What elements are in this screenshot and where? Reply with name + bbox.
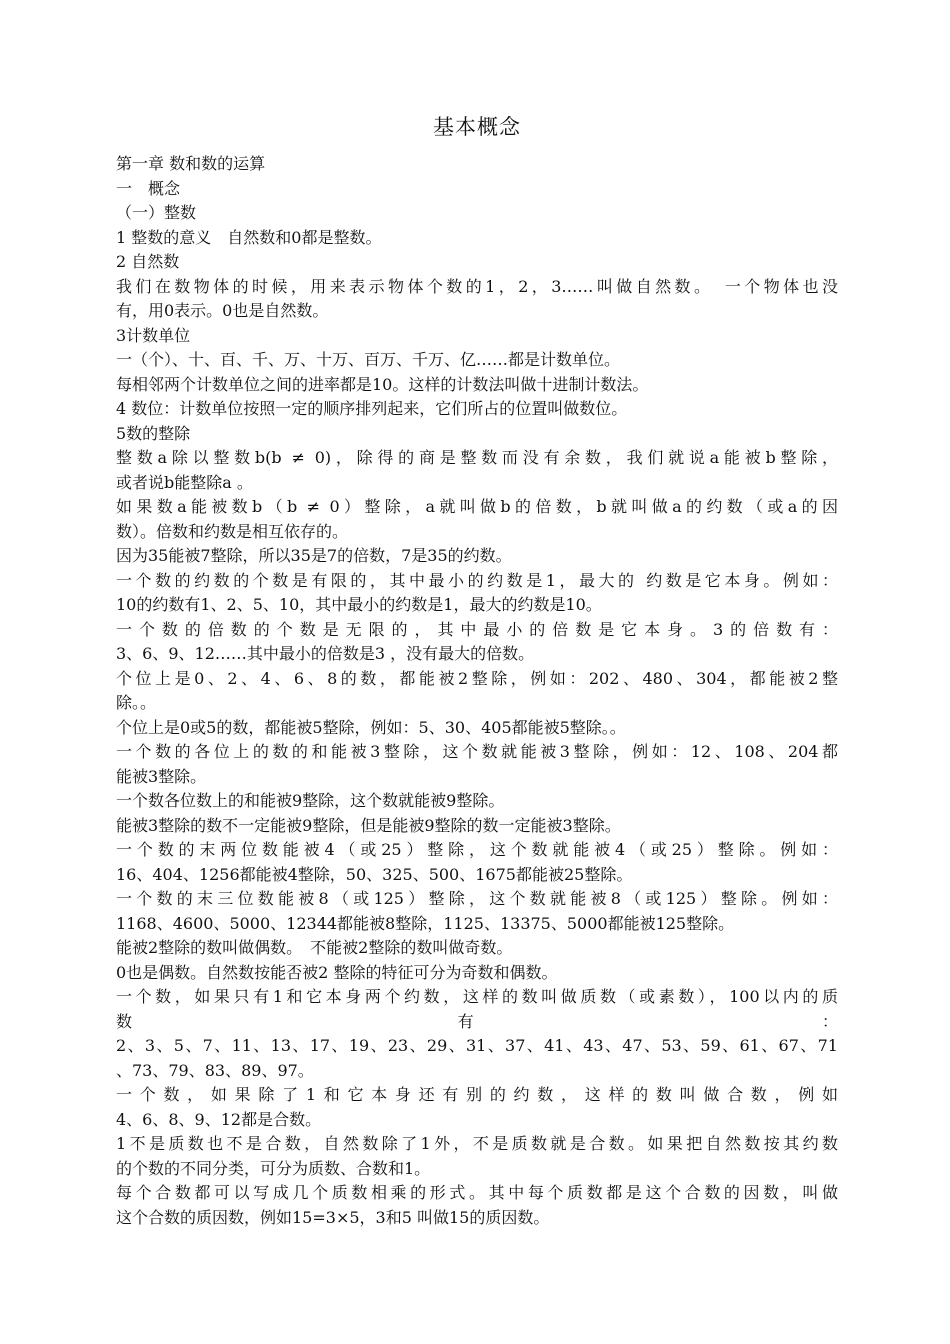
text-line: 一个数，如果除了1和它本身还有别的约数，这样的数叫做合数，例如: [116, 1085, 838, 1104]
text-line: 一个数的约数的个数是有限的，其中最小的约数是1，最大的 约数是它本身。例如：: [116, 570, 838, 590]
text-line: 3、6、9、12……其中最小的倍数是3 ，没有最大的倍数。: [116, 644, 535, 663]
text-line: 除。。: [116, 693, 157, 712]
text-line: 数）。倍数和约数是相互依存的。: [116, 521, 349, 541]
text-line: 一个数，如果只有1和它本身两个约数，这样的数叫做质数（或素数），100以内的质: [116, 987, 838, 1006]
text-line: 因为35能被7整除，所以35是7的倍数，7是35的约数。: [116, 546, 512, 565]
text-line: 10的约数有1、2、5、10，其中最小的约数是1，最大的约数是10。: [116, 595, 602, 614]
item-heading: 3计数单位: [116, 325, 191, 345]
text-line: 16、404、1256都能被4整除，50、325、500、1675都能被25整除。: [116, 864, 633, 884]
document-title: 基本概念: [433, 115, 521, 139]
chapter-heading: 第一章 数和数的运算: [116, 154, 266, 173]
text-line: 1 整数的意义 自然数和0都是整数。: [116, 227, 382, 247]
text-line: 整数a除以整数b(b ≠ 0)，除得的商是整数而没有余数，我们就说a能被b整除，: [116, 448, 838, 467]
text-line: 1不是质数也不是合数，自然数除了1外，不是质数就是合数。如果把自然数按其约数: [116, 1134, 838, 1153]
document-page: [116, 112, 838, 1230]
text-line: 每相邻两个计数单位之间的进率都是10。这样的计数法叫做十进制计数法。: [116, 374, 649, 394]
text-line: 一个数的末三位数能被8（或125）整除，这个数就能被8（或125）整除。例如：: [116, 889, 838, 908]
text-line: 数 有 ：: [116, 1011, 838, 1031]
section-heading: 一 概念: [116, 178, 181, 198]
text-line: 一个数的末两位数能被4（或25）整除，这个数就能被4（或25）整除。例如：: [116, 840, 838, 859]
text-line: 4 数位：计数单位按照一定的顺序排列起来，它们所占的位置叫做数位。: [116, 399, 628, 418]
subsection-heading: （一）整数: [116, 203, 197, 222]
text-line: 这个合数的质因数，例如15=3×5，3和5 叫做15的质因数。: [116, 1207, 550, 1227]
item-heading: 5数的整除: [116, 423, 191, 443]
text-line: 有，用0表示。0也是自然数。: [116, 301, 329, 320]
item-heading: 2 自然数: [116, 252, 180, 271]
text-line: 个位上是0或5的数，都能被5整除，例如：5、30、405都能被5整除。。: [116, 717, 626, 737]
text-line: 能被3整除。: [116, 766, 207, 786]
text-line: 一个数的倍数的个数是无限的，其中最小的倍数是它本身。3的倍数有：: [116, 619, 838, 639]
document-body: [116, 152, 838, 1230]
text-line: 一个数各位数上的和能被9整除，这个数就能被9整除。: [116, 791, 505, 810]
text-line: 个位上是0、2、4、6、8的数，都能被2整除，例如：202、480、304，都能被2整: [116, 668, 838, 688]
text-line: 如果数a能被数b（b ≠ 0）整除，a就叫做b的倍数，b就叫做a的约数（或a的因: [116, 497, 838, 516]
text-line: 我们在数物体的时候，用来表示物体个数的1，2，3……叫做自然数。 一个物体也没: [116, 276, 838, 296]
text-line: 每个合数都可以写成几个质数相乘的形式。其中每个质数都是这个合数的因数，叫做: [116, 1183, 838, 1202]
text-line: 0也是偶数。自然数按能否被2 整除的特征可分为奇数和偶数。: [116, 962, 558, 982]
prime-list-line: 、73、79、83、89、97。: [116, 1060, 314, 1080]
text-line: 1168、4600、5000、12344都能被8整除，1125、13375、5000都能被125整除。: [116, 913, 735, 933]
text-line: 一个数的各位上的数的和能被3整除，这个数就能被3整除，例如：12、108、204都: [116, 742, 838, 761]
text-line: 或者说b能整除a 。: [116, 472, 253, 492]
text-line: 的个数的不同分类，可分为质数、合数和1。: [116, 1158, 431, 1178]
prime-list-line: 2、3、5、7、11、13、17、19、23、29、31、37、41、43、47、53、59、61、67、71: [116, 1036, 838, 1055]
text-line: 一（个）、十、百、千、万、十万、百万、千万、亿……都是计数单位。: [116, 350, 621, 369]
text-line: 4、6、8、9、12都是合数。: [116, 1109, 322, 1129]
text-line: 能被3整除的数不一定能被9整除，但是能被9整除的数一定能被3整除。: [116, 815, 621, 835]
text-line: 能被2整除的数叫做偶数。 不能被2整除的数叫做奇数。: [116, 938, 513, 957]
